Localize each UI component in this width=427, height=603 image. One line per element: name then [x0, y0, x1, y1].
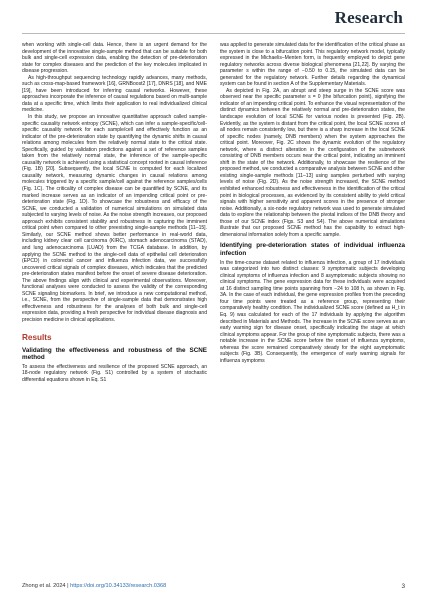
paragraph: was applied to generate simulated data for the identification of the critical phase as the system is close to a bifurcation point. This regulatory network model, typically expressed in the Michaelis–Menten form, is frequently employed to depict gene regulatory networks across diverse biological phenomena [21,22]. By varying the parameter s within the range of −0.50 to 0.15, the simulated data can be generated for the regulatory network. Further details regarding the dynamical system can be found in section A of the Supplementary Materials. — [220, 42, 405, 88]
subsection-title: Validating the effectiveness and robustness of the SCNE method — [22, 346, 207, 362]
subsection-title: Identifying pre-deterioration states of individual influenza infection — [220, 242, 405, 257]
paragraph: To assess the effectiveness and resilience of the proposed SCNE approach, an 18-node regulatory network (Fig. S1) controlled by a system of stochastic differential equations shown in Eq. S1 — [22, 363, 207, 383]
paragraph: In the time-course dataset related to influenza infection, a group of 17 individuals was categorized into two distinct classes: 9 symptomatic subjects developing clinical symptoms of influenza infection and 8 asymptomatic subjects showing no clinical symptoms. The gene expression data for these individuals were acquired at 16 distinct sampling time points spanning from −24 to 108 h, as shown in Fig. 3A. In the case of each individual, the gene expression profiles from the preceding four time points were treated as a reference group, representing their comparatively healthy condition. The individualized SCNE score (defined as H_t in Eq. 9) was calculated for each of the 17 individuals by applying the algorithm described in Materials and Methods. The increase in the SCNE score serves as an early warning sign for disease onset, specifically indicating the stage at which clinical symptoms appear. For the group of nine symptomatic subjects, there was a notable increase in the SCNE score before the onset of influenza symptoms, whereas the score remained comparatively steady for the eight asymptomatic subjects (Fig. 3B). Consequently, the emergence of early warning signals for influenza symptoms — [220, 259, 405, 364]
paragraph: As high-throughput sequencing technology rapidly advances, many methods, such as cross-map-based framework [16], GRNBoost2 [17], DNRS [18], and NME [19], have been introduced for inferring causal networks. However, these approaches incorporate the inference of causal regulations based on multi-sample data at a specific time, which limits their application to real individualized clinical medicine. — [22, 74, 207, 114]
citation-prefix: Zhong et al. 2024 | — [22, 583, 71, 589]
left-column — [22, 42, 207, 383]
section-title-results: Results — [22, 332, 52, 342]
page-number: 3 — [401, 583, 405, 590]
paragraph: In this study, we propose an innovative quantitative approach called sample-specific causality network entropy (SCNE), which can infer a sample-specific/cell-specific causality network for each sample/cell and effectively function as an indicator of the pre-deterioration state by quantifying the dynamic shifts in causal relations among molecules from the relatively normal state to the critical state. Specifically, guided by validation predictions against a set of reference samples taken from the relatively normal state, the inference of the sample-specific causality network is achieved using a statistical concept rooted in causal inference (Fig. 1B) [20]. Subsequently, the local SCNE is computed for each localized causality network, measuring dynamic changes in causal relations among molecules triggered by a specific sample/cell against the reference samples/cells (Fig. 1C). The criticality of complex disease can be quantified by SCNE, and its marked increase serves as an indicator of an impending critical point or pre-deterioration state (Fig. 1D). To showcase the robustness and efficacy of the SCNE, we conducted a validation of numerical simulations on simulated data subjected to varying levels of noise. As the noise strength increases, our proposed approach exhibits consistent stability and robustness in capturing the imminent critical point when compared to other preexisting single-sample methods [11–15]. Similarly, our SCNE method shows better performance in real-world data, including kidney clear cell carcinoma (KIRC), stomach adenocarcinoma (STAD), and lung adenocarcinoma (LUAD) from the TCGA database. In addition, by applying the SCNE method to the single-cell data of epithelial cell deterioration (EPCD) in colorectal cancer and influenza infection data, we successfully uncovered critical signals of complex diseases, which indicates that the predicted pre-deterioration states manifest before the onset of severe disease deterioration. The above findings align with clinical and experimental observations. Moreover, functional analyses were conducted to assess the validity of the corresponding SCNE signaling biomarkers. In brief, we introduce a new computational method, i.e., SCNE, from the perspective of single-sample data that demonstrates high effectiveness and robustness for the analyses of both bulk and single-cell expression data, providing a fresh perspective for individual disease diagnosis and precision medicine in clinical applications. — [22, 114, 207, 323]
journal-title: Research — [334, 8, 403, 27]
page-header — [0, 0, 427, 38]
citation — [22, 583, 166, 589]
paragraph: when working with single-cell data. Hence, there is an urgent demand for the development of the innovative single-sample method that can be suitable for both bulk and single-cell expression data, enabling the detection of pre-deterioration state for complex diseases and the prediction of the key molecules implicated in disease progression. — [22, 42, 207, 75]
doi-link[interactable]: https://doi.org/10.34133/research.0368 — [70, 583, 167, 589]
header-divider — [22, 33, 405, 34]
paragraph: As depicted in Fig. 2A, an abrupt and steep surge in the SCNE score was observed near the specific parameter s = 0 (the bifurcation point), signifying the indicator of an impending critical point. To enhance the visual representation of the distinct dynamics between the relatively normal and pre-deterioration states, the landscape evolution of local SCNE for various nodes is presented (Fig. 2B). Evidently, as the system is distant from the critical point, the local SCNE scores of all nodes remain consistently low, but there is a sharp increase in the local SCNE of specific nodes (namely, DNB members) when the system approaches the critical point. Moreover, Fig. 2C shows the dynamic evolution of the regulatory network, where a distinct alteration in the configuration of the subnetwork consisting of DNB members occurs near the critical point, indicating an imminent shift in the state of the network. Additionally, to showcase the resilience of the proposed method, we conducted a comparative analysis between SCNE and other existing single-sample methods [11–13] using samples perturbed with varying levels of noise (Fig. 2D). As the noise strength increased, the SCNE method exhibited enhanced robustness and effectiveness in the identification of the critical point in biological processes, as evidenced by its consistent ability to yield critical signals with higher sensitivity and apparent scores in the presence of stronger noise. Additionally, a six-node regulatory network was used to generate simulated data to explore the relationship between the pivotal indices of the DNB theory and those of our SCNE index (Figs. S3 and S4). The above numerical simulations illustrate that our proposed SCNE method has the capability to extract high-dimensional information solely from a specific sample. — [220, 87, 405, 238]
right-column — [220, 42, 405, 364]
